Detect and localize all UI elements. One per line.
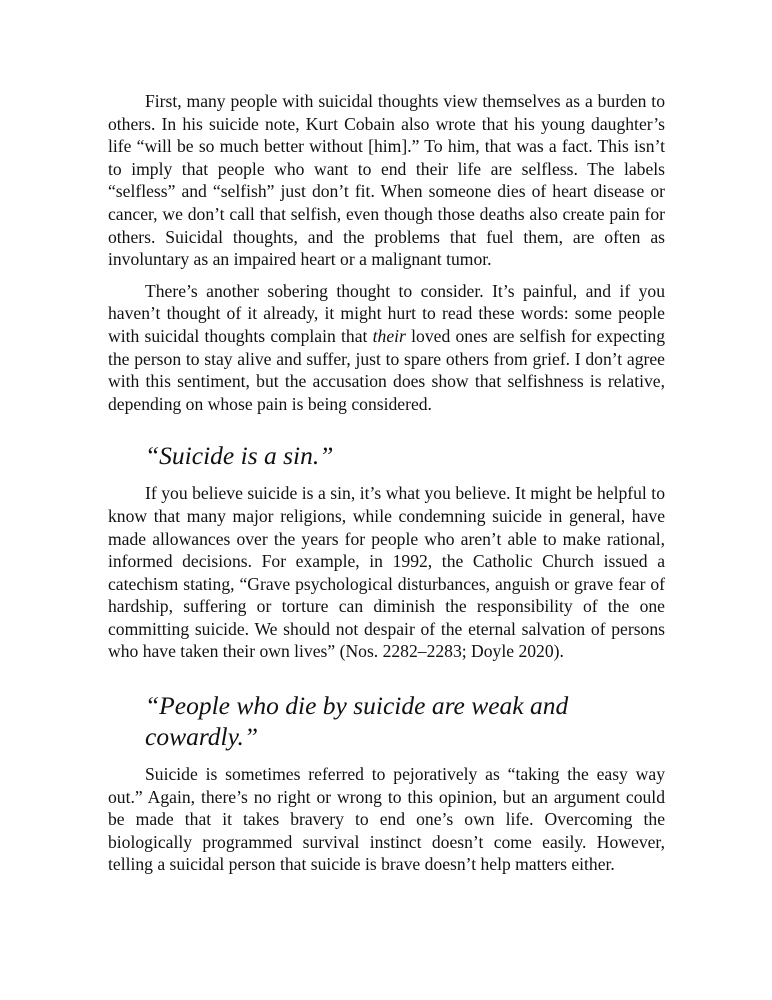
paragraph-easy-way-out: Suicide is sometimes referred to pejoratively as “taking the easy way out.” Again, there’s no right or wrong to this opinion, but an argument could be made that it takes bravery to end one’s own life. Overcoming the biologically programmed survival instinct doesn’t come easily. However, telling a suicidal person that suicide is brave doesn’t help matters either.: [108, 764, 665, 875]
paragraph-burden: First, many people with suicidal thoughts view themselves as a burden to others. In his suicide note, Kurt Cobain also wrote that his young daughter’s life “will be so much better without [him].” To him, that was a fact. This isn’t to imply that people who want to end their life are selfless. The labels “selfless” and “selfish” just don’t fit. When someone dies of heart disease or cancer, we don’t call that selfish, even though those deaths also create pain for others. Suicidal thoughts, and the problems that fuel them, are often as involuntary as an impaired heart or a malignant tumor.: [108, 91, 665, 270]
section-heading-sin: “Suicide is a sin.”: [145, 441, 334, 471]
section-heading-weak-cowardly: “People who die by suicide are weak and cowardly.”: [145, 691, 569, 752]
paragraph-text: There’s another sobering thought to consider. It’s painful, and if you haven’t thought of it already, it might hurt to read these words: some people with suicidal thoughts complain that: [108, 280, 665, 346]
emphasis-their: their: [372, 325, 406, 346]
paragraph-sobering-thought: [108, 280, 665, 416]
document-page: [108, 90, 665, 876]
paragraph-religion: If you believe suicide is a sin, it’s what you believe. It might be helpful to know that many major religions, while condemning suicide in general, have made allowances over the years for people who aren’t able to make rational, informed decisions. For example, in 1992, the Catholic Church issued a catechism stating, “Grave psychological disturbances, anguish or grave fear of hardship, suffering or torture can diminish the responsibility of the one committing suicide. We should not despair of the eternal salvation of persons who have taken their own lives” (Nos. 2282–2283; Doyle 2020).: [108, 483, 665, 662]
paragraph-text: loved ones are selfish for expecting the person to stay alive and suffer, just to spare others from grief. I don’t agree with this sentiment, but the accusation does show that selfishness is relative, depending on whose pain is being considered.: [108, 325, 666, 414]
